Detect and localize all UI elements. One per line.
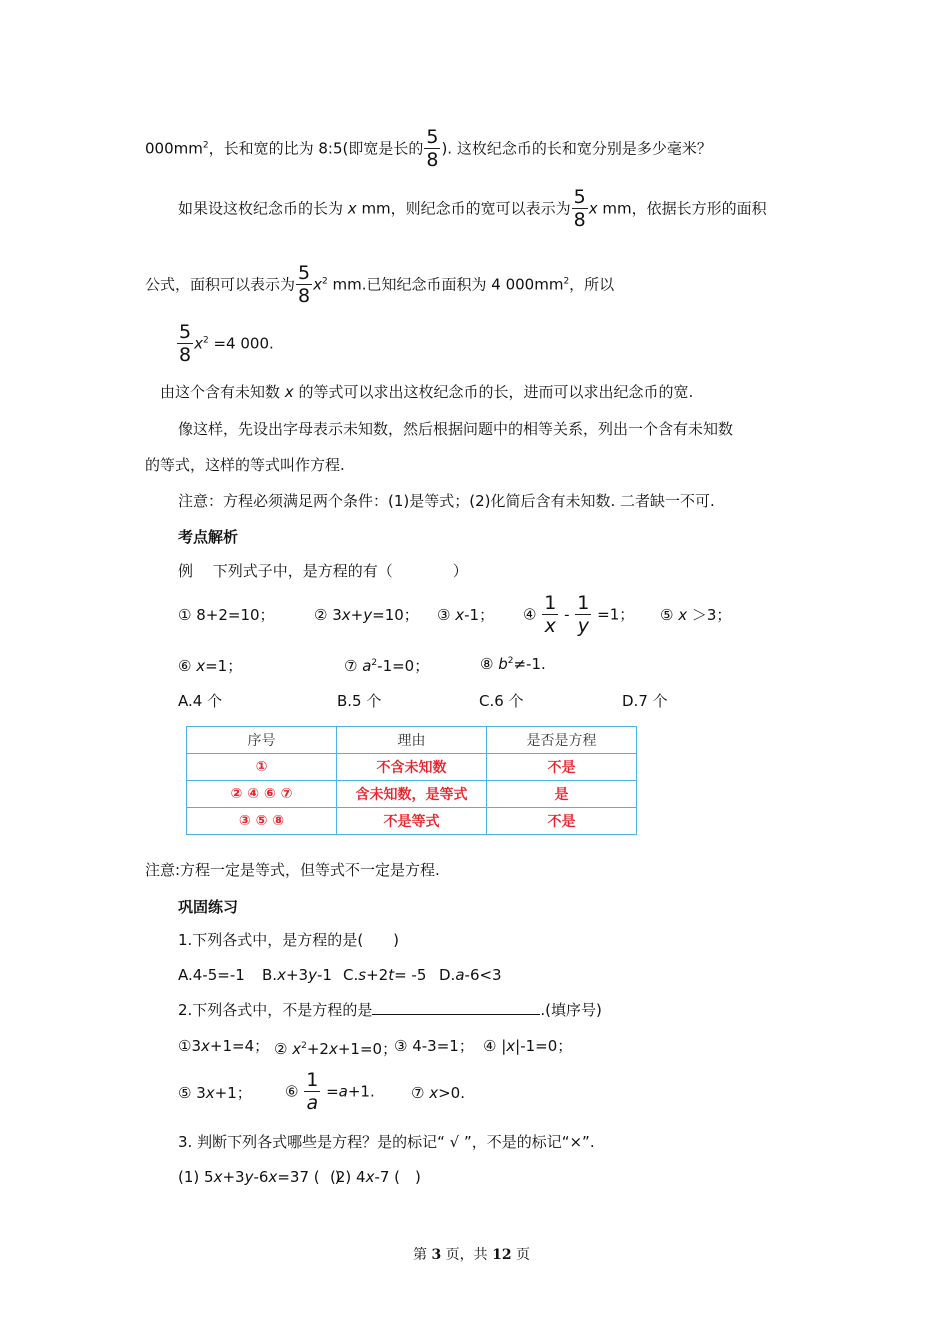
q1-option-a: A.4-5=-1	[178, 966, 245, 984]
intro-line-6: 像这样，先设出字母表示未知数，然后根据问题中的相等关系，列出一个含有未知数	[178, 420, 734, 438]
q1-option-d: D.a-6<3	[439, 966, 502, 984]
intro-line-7: 的等式，这样的等式叫作方程.	[145, 456, 345, 474]
q1-option-b: B.x+3y-1	[262, 966, 332, 984]
example-item-7: ⑦ $a^2-1=0$；	[344, 657, 430, 675]
question-3: 3. 判断下列各式哪些是方程？是的标记“ √ ”，不是的标记“×”.	[178, 1133, 595, 1151]
question-2: 2.下列各式中，不是方程的是 .(填序号)	[178, 1001, 602, 1019]
example-item-1: ① 8+2=10；	[178, 606, 275, 624]
table-header-row	[187, 727, 637, 754]
example-item-6: ⑥ x=1；	[178, 657, 243, 675]
page-number: 3	[431, 1247, 442, 1263]
option-c: C.6 个	[479, 692, 524, 710]
table-cell: ③ ⑤ ⑧	[187, 808, 337, 835]
fraction-5-8: $\frac{5}{8}$	[298, 262, 311, 307]
example-item-5: ⑤ x ＞3；	[660, 606, 732, 624]
page-footer: 第 3 页，共 12 页	[413, 1247, 531, 1263]
table-header: 序号	[187, 727, 337, 754]
q2-item-4: ④ |x|-1=0；	[483, 1037, 573, 1055]
table-cell: 不含未知数	[337, 754, 487, 781]
q2-item-2: ② $x^2+2x+1=0$；	[274, 1040, 398, 1058]
table-row	[187, 754, 637, 781]
note-condition: 注意：方程必须满足两个条件：(1)是等式；(2)化简后含有未知数. 二者缺一不可.	[178, 492, 715, 510]
table-cell: 不是	[487, 808, 637, 835]
table-header: 理由	[337, 727, 487, 754]
example-item-3: ③ x-1；	[437, 606, 495, 624]
q3-item-2: (2) 4x-7 ( )	[330, 1168, 421, 1186]
table-cell: ② ④ ⑥ ⑦	[187, 781, 337, 808]
intro-line-1: $000mm^2$，长和宽的比为 8:5(即宽是长的 $\frac{5}{8}$ ). 这枚纪念币的长和宽分别是多少毫米？	[145, 126, 712, 171]
question-1: 1.下列各式中，是方程的是( )	[178, 931, 400, 949]
table-header: 是否是方程	[487, 727, 637, 754]
intro-line-2: 如果设这枚纪念币的长为 x mm，则纪念币的宽可以表示为 $\frac{5}{8}$ x mm，依据长方形的面积	[178, 186, 767, 231]
example-item-8: ⑧ $b^2\ne-1$.	[480, 655, 546, 673]
q2-item-7: ⑦ x>0.	[411, 1084, 465, 1102]
table-row	[187, 781, 637, 808]
table-cell: 不是	[487, 754, 637, 781]
example-item-2: ② 3x+y=10；	[314, 606, 419, 624]
table-cell: 含未知数，是等式	[337, 781, 487, 808]
table-cell: ①	[187, 754, 337, 781]
q2-item-6: ⑥ $\frac{1}{a}$ =a+1.	[285, 1069, 375, 1114]
option-b: B.5 个	[337, 692, 382, 710]
option-a: A.4 个	[178, 692, 223, 710]
note-equation: 注意:方程一定是等式，但等式不一定是方程.	[145, 861, 440, 879]
q3-item-1: (1) 5x+3y-6x=37 ( )	[178, 1168, 341, 1186]
heading-practice: 巩固练习	[178, 898, 239, 916]
answer-table	[186, 726, 637, 835]
option-d: D.7 个	[622, 692, 668, 710]
q2-items-row-1: ①3x+1=4；	[178, 1037, 270, 1055]
equation-line: $\frac{5}{8}$ $x^2 =4$ 000.	[179, 321, 274, 366]
intro-line-3: 公式，面积可以表示为 $\frac{5}{8}$ $x^2$ mm.已知纪念币面积为 4 $000mm^2$，所以	[145, 262, 615, 307]
q2-item-3: ③ 4-3=1；	[394, 1037, 474, 1055]
fraction-5-8: $\frac{5}{8}$	[426, 126, 439, 171]
table-row	[187, 808, 637, 835]
fraction-5-8: $\frac{5}{8}$	[573, 186, 586, 231]
q2-item-5: ⑤ 3x+1；	[178, 1084, 252, 1102]
fraction-5-8: $\frac{5}{8}$	[179, 321, 192, 366]
q1-option-c: C.s+2t= -5	[343, 966, 427, 984]
example-item-4: ④ $\frac{1}{x}$ - $\frac{1}{y}$ =1；	[523, 592, 635, 637]
heading-analysis: 考点解析	[178, 528, 239, 546]
table-cell: 是	[487, 781, 637, 808]
intro-line-5: 由这个含有未知数 x 的等式可以求出这枚纪念币的长，进而可以求出纪念币的宽.	[160, 383, 694, 401]
table-cell: 不是等式	[337, 808, 487, 835]
page-total: 12	[492, 1247, 512, 1263]
example-question: 例 下列式子中，是方程的有（ ）	[178, 562, 468, 580]
answer-blank[interactable]	[372, 1000, 540, 1015]
